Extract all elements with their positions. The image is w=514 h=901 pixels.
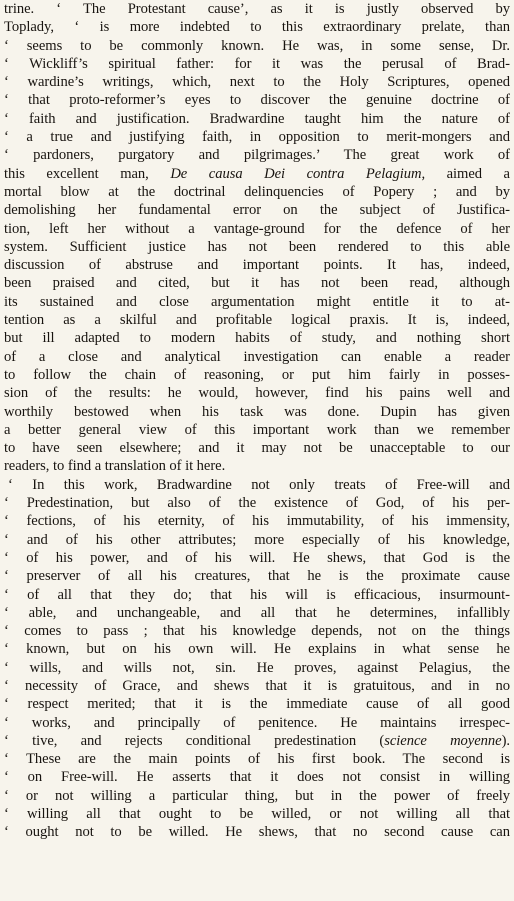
text-line: ‘ wills, and wills not, sin. He proves, against Pelagius, the xyxy=(4,659,510,676)
text-line: to have seen elsewhere; and it may not be unacceptable to our xyxy=(4,440,510,457)
text-line: ‘ known, but on his own will. He explains in what sense he xyxy=(4,641,510,658)
text-line: this excellent man, De causa Dei contra Pelagium, aimed a xyxy=(4,165,510,182)
text-line: ‘ respect merited; that it is the immediate cause of all good xyxy=(4,696,510,713)
text-line: ‘ or not willing a particular thing, but in the power of freely xyxy=(4,787,510,804)
text-line: ‘ willing all that ought to be willed, or not willing all that xyxy=(4,806,510,823)
text-line: ‘ works, and principally of penitence. He maintains irrespec- xyxy=(4,714,510,731)
text-line: system. Sufficient justice has not been rendered to this able xyxy=(4,238,510,255)
text-line: but ill adapted to modern habits of study, and nothing short xyxy=(4,330,510,347)
text-line: ‘ of his power, and of his will. He shews, that God is the xyxy=(4,549,510,566)
text-line: tention as a skilful and profitable logical praxis. It is, indeed, xyxy=(4,312,510,329)
text-line: trine. ‘ The Protestant cause’, as it is justly observed by xyxy=(4,1,510,17)
italic-title: De causa Dei contra Pelagium, xyxy=(170,165,426,182)
text-line: to follow the chain of reasoning, or put him fairly in posses- xyxy=(4,366,510,383)
text-line: ‘ necessity of Grace, and shews that it is gratuitous, and in no xyxy=(4,677,510,694)
text-line: of a close and analytical investigation can enable a reader xyxy=(4,348,510,365)
text-line: ‘ tive, and rejects conditional predestination (science moyenne). xyxy=(4,732,510,749)
text-line: ‘ preserver of all his creatures, that he is the proximate cause xyxy=(4,568,510,585)
text-line: its sustained and close argumentation might entitle it to at- xyxy=(4,293,510,310)
text-line: ‘ pardoners, purgatory and pilgrimages.’ The great work of xyxy=(4,147,510,164)
text-line: ‘ ought not to be willed. He shews, that no second cause can xyxy=(4,824,510,841)
text-line: ‘ comes to pass ; that his knowledge depends, not on the things xyxy=(4,623,510,640)
text-line: tion, left her without a vantage-ground for the defence of her xyxy=(4,220,510,237)
text-line: ‘ and of his other attributes; more especially of his knowledge, xyxy=(4,531,510,548)
text-line: ‘ on Free-will. He asserts that it does not consist in willing xyxy=(4,769,510,786)
text-line: been praised and cited, but it has not been read, although xyxy=(4,275,510,292)
text-line: mortal blow at the doctrinal delinquencies of Popery ; and by xyxy=(4,183,510,200)
text-line: worthily bestowed when his task was done. Dupin has given xyxy=(4,403,510,420)
text-line: ‘ able, and unchangeable, and all that he determines, infallibly xyxy=(4,604,510,621)
text-line: ‘ These are the main points of his first book. The second is xyxy=(4,751,510,768)
text-line: ‘ In this work, Bradwardine not only treats of Free-will and xyxy=(8,476,510,493)
text-line: discussion of abstruse and important points. It has, indeed, xyxy=(4,257,510,274)
text-line: ‘ that proto-reformer’s eyes to discover the genuine doctrine of xyxy=(4,92,510,109)
text-line: demolishing her fundamental error on the subject of Justifica- xyxy=(4,202,510,219)
text-line: Toplady, ‘ is more indebted to this extraordinary prelate, than xyxy=(4,19,510,36)
text-line: ‘ a true and justifying faith, in opposition to merit-mongers and xyxy=(4,129,510,146)
text-line: ‘ Wickliff’s spiritual father: for it was the perusal of Brad- xyxy=(4,55,510,72)
body-text xyxy=(4,0,510,842)
text-line: readers, to find a translation of it here. xyxy=(4,458,226,475)
italic-title: science moyenne xyxy=(384,732,502,749)
text-line: a better general view of this important work than we remember xyxy=(4,421,510,438)
text-line: ‘ seems to be commonly known. He was, in some sense, Dr. xyxy=(4,37,510,54)
text-line: ‘ of all that they do; that his will is efficacious, insurmount- xyxy=(4,586,510,603)
text-line: ‘ Predestination, but also of the existence of God, of his per- xyxy=(4,495,510,512)
text-line: ‘ fections, of his eternity, of his immutability, of his immensity, xyxy=(4,513,510,530)
text-line: ‘ faith and justification. Bradwardine taught him the nature of xyxy=(4,110,510,127)
text-line: sion of the results: he would, however, find his pains well and xyxy=(4,385,510,402)
text-line: ‘ wardine’s writings, which, next to the Holy Scriptures, opened xyxy=(4,74,510,91)
